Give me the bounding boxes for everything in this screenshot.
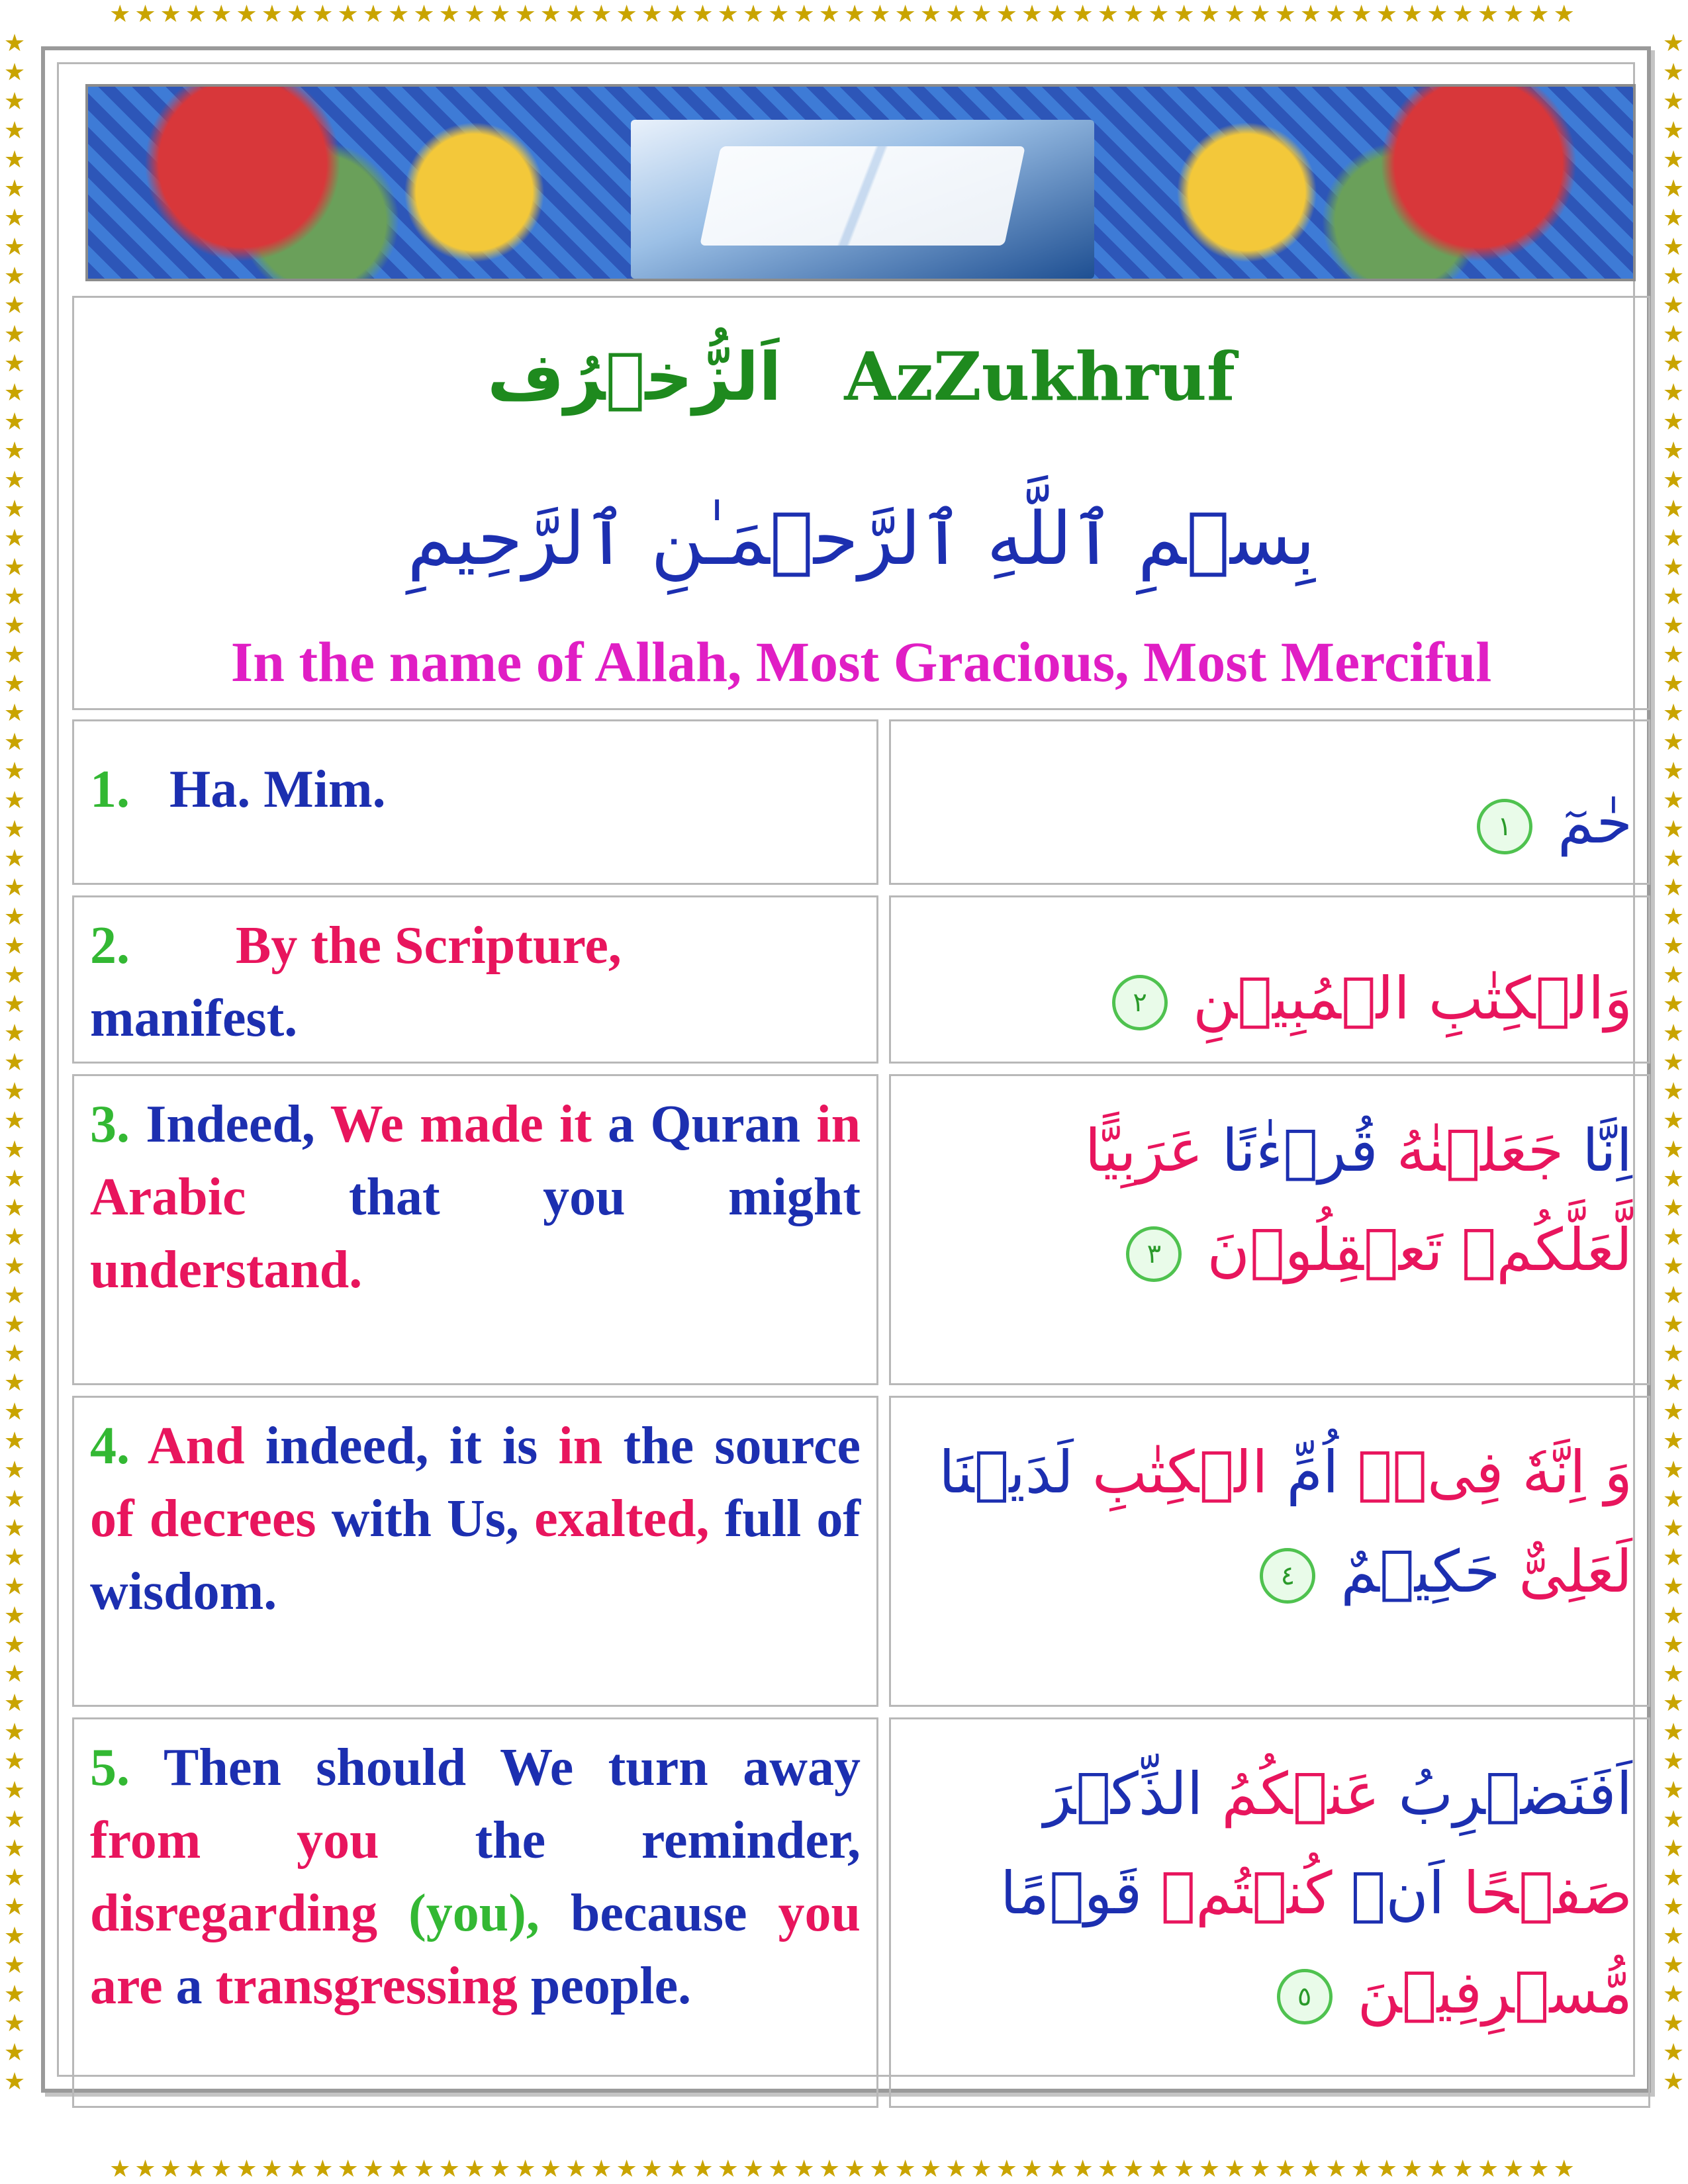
- arabic-text: اَنۡ: [1350, 1859, 1445, 1927]
- arabic-text: حَكِيۡمٌ: [1340, 1537, 1501, 1606]
- verse-3-english: [90, 1088, 861, 1306]
- verse-3-english-cell: [72, 1074, 878, 1385]
- arabic-text: اُمِّ: [1286, 1438, 1339, 1506]
- arabic-text: كُنۡتُمۡ: [1160, 1859, 1333, 1927]
- verse-text: that you might: [348, 1168, 861, 1226]
- arabic-text: مُّسۡرِفِيۡنَ: [1357, 1958, 1632, 2026]
- verse-text: transgressing: [215, 1957, 518, 2015]
- verse-text: from: [90, 1811, 201, 1870]
- arabic-text: الۡكِتٰبِ: [1092, 1438, 1268, 1506]
- verse-row-4: [72, 1396, 1650, 1707]
- verse-text: you: [778, 1884, 861, 1942]
- verse-2-english: [90, 909, 861, 1055]
- verse-text: full of wisdom.: [90, 1490, 861, 1621]
- verse-text: the reminder,: [475, 1811, 861, 1870]
- surah-heading: [72, 296, 1650, 710]
- verse-number: 1.: [90, 760, 130, 819]
- verse-2-arabic-cell: [889, 895, 1650, 1064]
- verse-text: of decrees: [90, 1490, 316, 1548]
- star-border-right: ★★★★★★★★★★★★★★★★★★★★★★★★★★★★★★★★★★★★★★★★★★★★★★★★★★★★★★★★★★★★★★★★★★★★★★★: [1662, 30, 1685, 2095]
- verse-1-arabic-cell: [889, 719, 1650, 885]
- verse-text: are: [90, 1957, 163, 2015]
- verse-number: 2.: [90, 917, 130, 975]
- verse-text: Ha. Mim.: [169, 760, 386, 819]
- verse-4-arabic-cell: [889, 1396, 1650, 1707]
- verse-5-english: [90, 1731, 861, 2023]
- verse-3-arabic: [907, 1101, 1632, 1300]
- verse-4-english-cell: [72, 1396, 878, 1707]
- surah-title: [74, 338, 1648, 416]
- verse-text: We: [330, 1095, 404, 1154]
- verse-text: Then should We turn away: [164, 1739, 861, 1797]
- verse-2-arabic: [907, 949, 1632, 1048]
- arabic-text: عَنۡكُمُ: [1221, 1760, 1380, 1828]
- arabic-text: اَفَنَضۡرِبُ: [1398, 1760, 1632, 1828]
- verse-text: exalted,: [534, 1490, 710, 1548]
- verse-number: 4.: [90, 1417, 130, 1475]
- open-book-image: [631, 120, 1094, 279]
- verse-row-2: [72, 895, 1650, 1064]
- quran-book-banner: [85, 84, 1636, 281]
- arabic-text: لَّعَلَّكُمۡ: [1461, 1216, 1632, 1284]
- arabic-text: اِنَّا: [1582, 1116, 1632, 1185]
- arabic-text: تَعۡقِلُوۡنَ: [1207, 1216, 1443, 1284]
- verse-5-arabic: [907, 1745, 1632, 2042]
- star-border-left: ★★★★★★★★★★★★★★★★★★★★★★★★★★★★★★★★★★★★★★★★★★★★★★★★★★★★★★★★★★★★★★★★★★★★★★★: [3, 30, 26, 2095]
- verse-text: the source: [623, 1417, 861, 1475]
- star-border-top: ★★★★★★★★★★★★★★★★★★★★★★★★★★★★★★★★★★★★★★★★★★★★★★★★★★★★★★★★★★: [109, 1, 1579, 28]
- arabic-text: لَعَلِىٌّ: [1519, 1537, 1632, 1606]
- verse-text: it: [559, 1095, 592, 1154]
- verse-text: a Quran: [608, 1095, 801, 1154]
- ayah-number-icon: ٢: [1112, 975, 1168, 1030]
- arabic-text: قَوۡمًا: [1000, 1859, 1143, 1927]
- verse-5-english-cell: [72, 1717, 878, 2108]
- ayah-number-icon: ٥: [1277, 1969, 1333, 2025]
- verse-text: indeed, it is: [265, 1417, 538, 1475]
- verse-text: in Arabic: [90, 1095, 861, 1226]
- verse-row-1: [72, 719, 1650, 885]
- verse-row-5: [72, 1717, 1650, 2108]
- arabic-text: الذِّكۡرَ: [1043, 1760, 1203, 1828]
- surah-name-arabic: اَلزُّخۡرُف: [487, 338, 782, 416]
- verse-text: because: [570, 1884, 747, 1942]
- verse-text: And: [147, 1417, 245, 1475]
- arabic-text: وَالۡكِتٰبِ الۡمُبِيۡنِ: [1193, 964, 1632, 1032]
- verse-4-arabic: [907, 1423, 1632, 1621]
- verse-4-english: [90, 1410, 861, 1628]
- arabic-text: صَفۡحًا: [1463, 1859, 1632, 1927]
- arabic-text: لَدَيۡنَا: [939, 1438, 1074, 1506]
- verse-text: in: [558, 1417, 603, 1475]
- verse-text: with Us,: [331, 1490, 519, 1548]
- page-inner: [57, 62, 1635, 2077]
- arabic-text: قُرۡءٰنًا: [1221, 1116, 1378, 1185]
- arabic-text: عَرَبِيًّا: [1084, 1116, 1203, 1185]
- verse-text: understand.: [90, 1241, 363, 1299]
- arabic-text: فِىۡۤ: [1357, 1438, 1504, 1506]
- surah-name-english: AzZukhruf: [844, 338, 1235, 416]
- verse-5-arabic-cell: [889, 1717, 1650, 2108]
- verse-text: By the Scripture,: [236, 917, 622, 975]
- verse-text: Indeed,: [146, 1095, 315, 1154]
- verse-1-english: [90, 753, 861, 826]
- verse-text: disregarding: [90, 1884, 378, 1942]
- verse-text: people.: [530, 1957, 692, 2015]
- ayah-number-icon: ٣: [1126, 1226, 1182, 1282]
- verse-text: made: [420, 1095, 543, 1154]
- verse-text: manifest.: [90, 989, 298, 1048]
- verse-text: you: [297, 1811, 379, 1870]
- arabic-text: اِنَّهٗ: [1522, 1438, 1586, 1506]
- verse-2-english-cell: [72, 895, 878, 1064]
- verse-text: (you),: [408, 1884, 539, 1942]
- bismillah-english: In the name of Allah, Most Gracious, Most Merciful: [230, 630, 1492, 694]
- ayah-number-icon: ٤: [1260, 1548, 1315, 1604]
- verse-text: a: [175, 1957, 203, 2015]
- verse-number: 3.: [90, 1095, 130, 1154]
- verse-3-arabic-cell: [889, 1074, 1650, 1385]
- verse-number: 5.: [90, 1739, 130, 1797]
- bismillah-arabic: بِسۡمِ ٱللَّهِ ٱلرَّحۡمَـٰنِ ٱلرَّحِيمِ: [407, 496, 1315, 581]
- verse-row-3: [72, 1074, 1650, 1385]
- verse-1-arabic: [907, 773, 1632, 872]
- arabic-text: وَ: [1604, 1438, 1632, 1506]
- page-frame: [41, 46, 1651, 2093]
- star-border-bottom: ★★★★★★★★★★★★★★★★★★★★★★★★★★★★★★★★★★★★★★★★★★★★★★★★★★★★★★★★★★: [109, 2156, 1579, 2183]
- arabic-text: جَعَلۡنٰهُ: [1396, 1116, 1564, 1185]
- ayah-number-icon: ١: [1477, 799, 1532, 854]
- arabic-text: حٰمٓ: [1558, 788, 1632, 856]
- verse-1-english-cell: [72, 719, 878, 885]
